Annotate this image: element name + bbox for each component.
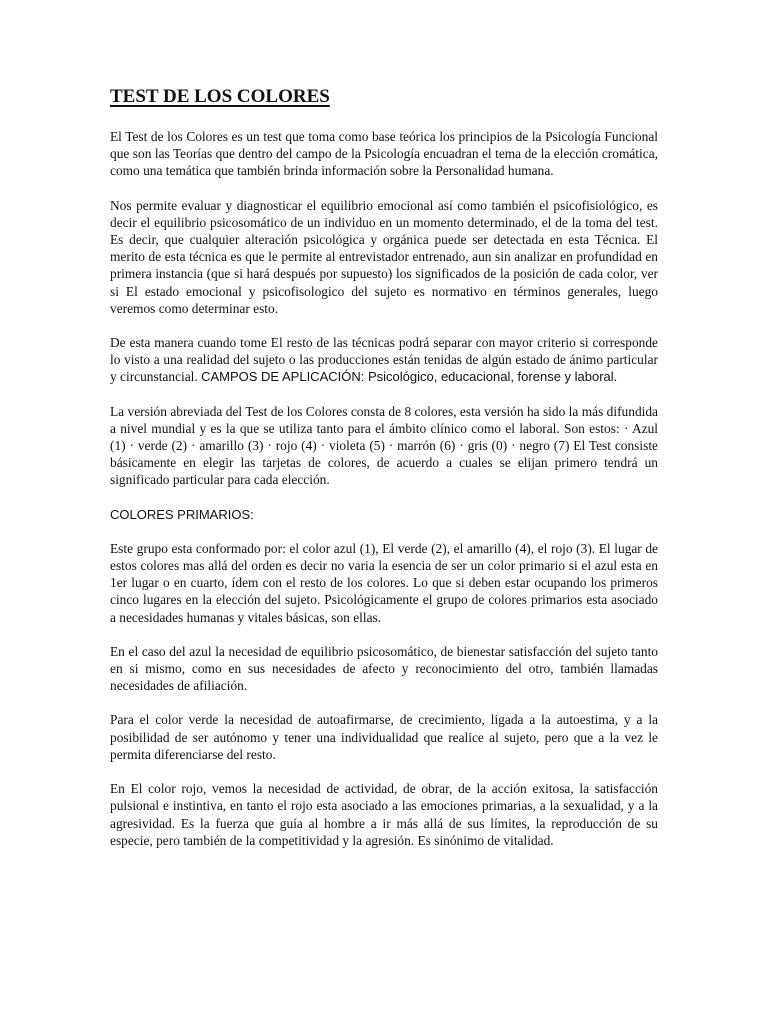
paragraph-evaluation: Nos permite evaluar y diagnosticar el equilibrio emocional así como también el psicofisiológico, es decir el equilibrio psicosomático de un individuo en un momento determinado, el de la toma del test. Es decir, que cualquier alteración psicológica y orgánica puede ser detectada en esta Técnica. El merito de esta técnica es que le permite al entrevistador entrenado, aun sin analizar en profundidad en primera instancia (que si hará después por supuesto) los significados de la posición de cada color, ver si El estado emocional y psicofisologico del sujeto es normativo en términos generales, luego veremos como determinar esto. — [110, 197, 658, 316]
fields-of-application-label: CAMPOS DE APLICACIÓN: — [201, 369, 365, 385]
document-page — [110, 86, 658, 866]
paragraph-primary-group: Este grupo esta conformado por: el color azul (1), El verde (2), el amarillo (4), el rojo (3). El lugar de estos colores mas allá del orden es decir no varia la esencia de ser un color primario si el azul esta en 1er lugar o en cuarto, ídem con el resto de los colores. Lo que si deben estar ocupando los primeros cinco lugares en la elección del sujeto. Psicológicamente el grupo de colores primarios esta asociado a necesidades humanas y vitales básicas, son ellas. — [110, 540, 658, 625]
section-heading-primary-colors: COLORES PRIMARIOS: — [110, 506, 254, 522]
paragraph-red: En El color rojo, vemos la necesidad de actividad, de obrar, de la acción exitosa, la satisfacción pulsional e instintiva, en tanto el rojo esta asociado a las emociones primarias, a la sexualidad, y a la agresividad. Es la fuerza que guía al hombre a ir más allá de sus límites, la reproducción de su especie, pero también de la competitividad y la agresión. Es sinónimo de vitalidad. — [110, 781, 658, 848]
document-title: TEST DE LOS COLORES — [110, 86, 330, 107]
fields-of-application-list: Psicológico, educacional, forense y laboral. — [364, 369, 618, 385]
paragraph-application — [110, 334, 658, 386]
paragraph-intro: El Test de los Colores es un test que toma como base teórica los principios de la Psicología Funcional que son las Teorías que dentro del campo de la Psicología encuadran el tema de la elección cromática, como una temática que también brinda información sobre la Personalidad humana. — [110, 129, 658, 179]
paragraph-blue: En el caso del azul la necesidad de equilibrio psicosomático, de bienestar satisfacción del sujeto tanto en si mismo, como en sus necesidades de afecto y reconocimiento del otro, también llamadas necesidades de afiliación. — [110, 643, 658, 694]
paragraph-green: Para el color verde la necesidad de autoafirmarse, de crecimiento, ligada a la autoestima, y a la posibilidad de ser autónomo y tener una individualidad que realice al sujeto, pero que a la vez le permita diferenciarse del resto. — [110, 712, 658, 762]
paragraph-application-text: De esta manera cuando tome El resto de las técnicas podrá separar con mayor criterio si corresponde lo visto a una realidad del sujeto o las producciones están tenidas de algún estado de ánimo particular y circunstancial. — [110, 335, 658, 385]
paragraph-abbreviated-version: La versión abreviada del Test de los Colores consta de 8 colores, esta versión ha sido la más difundida a nivel mundial y es la que se utiliza tanto para el ámbito clínico como el laboral. Son estos: · Azul (1) · verde (2) · amarillo (3) · rojo (4) · violeta (5) · marrón (6) · gris (0) · negro (7) El Test consiste básicamente en elegir las tarjetas de colores, de acuerdo a cuales se elijan primero tendrá un significado particular para cada elección. — [110, 403, 658, 488]
